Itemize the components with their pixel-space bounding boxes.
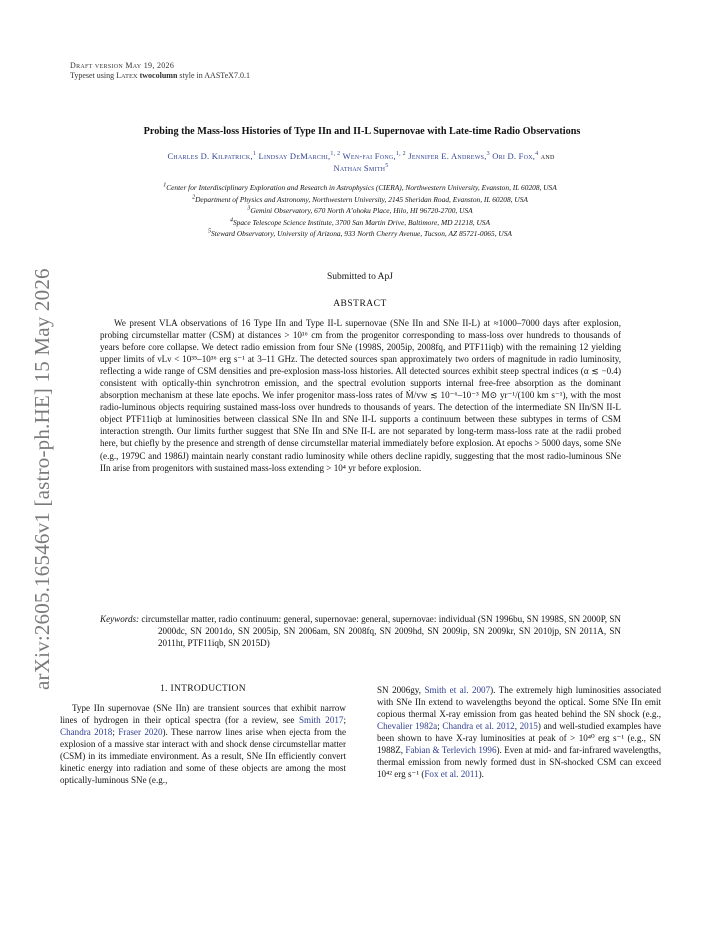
- affiliation-list: [60, 182, 660, 240]
- affil-sup: 2: [192, 194, 196, 201]
- author-name[interactable]: Charles D. Kilpatrick,: [167, 151, 253, 161]
- abstract-heading: ABSTRACT: [333, 299, 387, 309]
- abstract-body: We present VLA observations of 16 Type IIn and Type II-L supernovae (SNe IIn and SNe II-L) at ≈1000–7000 days after explosion, probing circumstellar matter (CSM) at distances > 10¹⁶ cm from the progenitor corresponding to mass-loss over hundreds to thousands of years before core collapse. We detect radio emission from four SNe (1998S, 2005ip, 2008fq, and PTF11iqb) with the remaining 12 yielding upper limits of νLν < 10³⁵–10³⁶ erg s⁻¹ at 3–11 GHz. The detected sources span approximately two orders of magnitude in radio luminosity, reflecting a wide range of CSM densities and pre-explosion mass-loss histories. All detected sources exhibit steep spectral indices (α ≲ −0.4) consistent with optically-thin synchrotron emission, and the spectral evolution supports internal free-free absorption as the dominant absorption mechanism at these late epochs. We infer progenitor mass-loss rates of Ṁ/vw ≲ 10⁻⁶–10⁻³ M⊙ yr⁻¹/(100 km s⁻¹), with the most radio-luminous objects requiring sustained mass-loss over hundreds to thousands of years. The detection of the intermediate SN IIn/SN II-L object PTF11iqb at luminosities between classical SNe IIn and SNe II-L supports a continuum between these subtypes in terms of CSM interaction strength. Our limits further suggest that SNe IIn and SNe II-L are not separated by long-term mass-loss rate at the radii probed here, but chiefly by the presence and strength of dense circumstellar material immediately before explosion. At epochs > 5000 days, some SNe (e.g., 1979C and 1986J) maintain nearly constant radio luminosity while others decline rapidly, suggesting that the most radio-luminous SNe IIn arise from progenitors with sustained mass-loss extending > 10⁴ yr before explosion.: [100, 318, 621, 473]
- citation-link[interactable]: Chevalier 1982a: [377, 721, 438, 732]
- keywords-text: circumstellar matter, radio continuum: general, supernovae: general, supernovae: individual (SN 1996bu, SN 1998S, SN 2000P, SN 2000dc, SN 2001do, SN 2005ip, SN 2006am, SN 2008fq, SN 2009hd, SN 2009ip, SN 2009kr, SN 2010jp, SN 2011A, SN 2011ht, PTF11iqb, SN 2015D): [141, 614, 621, 649]
- author-affil-sup: 1: [252, 151, 257, 158]
- affil-text: Space Telescope Science Institute, 3700 San Martin Drive, Baltimore, MD 21218, USA: [232, 217, 491, 227]
- preprint-header: [70, 61, 250, 82]
- intro-text: Type IIn supernovae (SNe IIn) are transient sources that exhibit narrow lines of hydrogen in their optical spectra (for a review, see: [60, 703, 346, 726]
- author-name[interactable]: Nathan Smith: [333, 163, 386, 173]
- citation-link[interactable]: Smith et al. 2007: [424, 685, 491, 695]
- submission-note: Submitted to ApJ: [327, 272, 393, 282]
- author-affil-sup: 4: [535, 151, 539, 158]
- affiliation: [60, 182, 660, 194]
- intro-text: ;: [112, 727, 119, 738]
- affil-text: Steward Observatory, University of Arizona, 933 North Cherry Avenue, Tucson, AZ 85721-0065, USA: [211, 229, 512, 239]
- intro-text: ). These narrow lines arise when ejecta from the explosion of a massive star interact with and shock dense circumstellar matter (CSM) in its immediate environment. As a result, SNe IIn efficiently convert kinetic energy into radiation and some of these objects are among the most optically-luminous SNe (e.g.,: [60, 727, 346, 786]
- affil-sup: 1: [163, 182, 167, 189]
- paper-title: Probing the Mass-loss Histories of Type IIn and II-L Supernovae with Late-time Radio Observations: [143, 126, 581, 137]
- author-affil-sup: 3: [486, 151, 490, 158]
- citation-link[interactable]: Smith 2017: [299, 715, 344, 726]
- author-name[interactable]: Ori D. Fox,: [492, 151, 536, 161]
- affil-text: Center for Interdisciplinary Exploration and Research in Astrophysics (CIERA), Northwestern University, Evanston, IL 60208, USA: [166, 183, 557, 192]
- citation-link[interactable]: Fox et al. 2011: [424, 769, 479, 780]
- affil-sup: 5: [208, 228, 212, 235]
- intro-text: ) and well-studied examples have been shown to have X-ray luminosities at peak of > 10⁴⁰ erg s⁻¹ (e.g., SN 1988Z,: [377, 721, 661, 756]
- affil-text: Gemini Observatory, 670 North A’ohoku Place, Hilo, HI 96720-2700, USA: [250, 206, 473, 216]
- author-name[interactable]: Jennifer E. Andrews,: [408, 151, 487, 161]
- intro-text: ). Even at mid- and far-infrared wavelengths, thermal emission from newly formed dust in SN-shocked CSM can exceed 10⁴² erg s⁻¹ (: [377, 745, 661, 780]
- intro-text: SN 2006gy,: [377, 685, 425, 695]
- intro-column-right: [377, 684, 661, 780]
- arxiv-identifier: arXiv:2605.16546v1 [astro-ph.HE] 15 May 2026: [30, 268, 54, 690]
- keywords-label: Keywords:: [100, 614, 140, 624]
- author-name[interactable]: Wen-fai Fong,: [342, 151, 396, 161]
- author-list: [76, 150, 646, 174]
- intro-text: ).: [478, 769, 484, 780]
- citation-link[interactable]: Fabian & Terlevich 1996: [405, 745, 497, 756]
- keywords-para: [100, 613, 621, 649]
- author-and: and: [540, 151, 555, 161]
- citation-link[interactable]: Fraser 2020: [118, 727, 163, 738]
- latex-mark: ATEX: [121, 73, 138, 80]
- affiliation: [60, 194, 660, 206]
- keywords-block: [100, 613, 621, 649]
- intro-text: ). The extremely high luminosities associated with SNe IIn extend to wavelengths beyond the optical. Some SNe IIn emit copious thermal X-ray emission from gas heated behind the SN shock (e.g.,: [377, 685, 661, 720]
- section-heading-introduction: 1. INTRODUCTION: [160, 684, 246, 694]
- affiliation: [60, 228, 660, 240]
- affil-sup: 4: [229, 217, 233, 224]
- affiliation: [60, 217, 660, 229]
- typeset-line: [70, 71, 250, 82]
- typeset-prefix: Typeset using L: [70, 71, 121, 80]
- typeset-suffix: style in AASTeX7.0.1: [177, 71, 250, 80]
- affil-sup: 3: [247, 205, 251, 212]
- citation-link[interactable]: Chandra 2018: [60, 727, 113, 738]
- author-affil-sup: 1, 2: [395, 151, 406, 158]
- typeset-style: twocolumn: [139, 71, 178, 80]
- citation-link[interactable]: 2015: [519, 721, 538, 732]
- intro-column-left: [60, 702, 346, 786]
- author-name[interactable]: Lindsay DeMarchi,: [258, 151, 331, 161]
- citation-link[interactable]: Chandra et al. 2012: [442, 721, 515, 732]
- intro-text: ;: [343, 715, 346, 726]
- draft-version: Draft version May 19, 2026: [70, 61, 175, 70]
- author-affil-sup: 1, 2: [330, 151, 341, 158]
- intro-text: ,: [514, 721, 520, 732]
- author-affil-sup: 5: [385, 163, 389, 170]
- affiliation: [60, 205, 660, 217]
- intro-text: ;: [437, 721, 443, 732]
- affil-text: Department of Physics and Astronomy, Northwestern University, 2145 Sheridan Road, Evanston, IL 60208, USA: [195, 194, 528, 204]
